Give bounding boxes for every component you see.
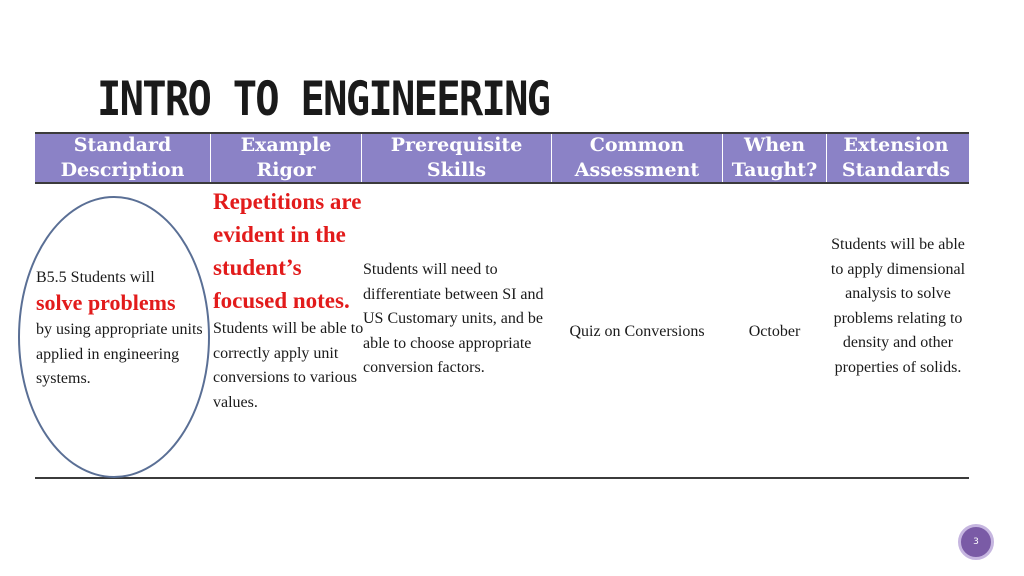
highlight-circle (18, 196, 210, 478)
header-prerequisite-skills: Prerequisite Skills (390, 134, 523, 181)
cell-extension-standards: Students will be able to apply dimensional analysis to solve problems relating to density and other properties of solids. (830, 236, 966, 376)
rigor-emphasis: Repetitions are evident in the student’s focused notes. (213, 189, 362, 313)
cell-standard-description: B5.5 Students will solve problems by using appropriate units applied in engineering systems. (36, 269, 203, 387)
cell-when-taught: October (748, 323, 801, 340)
cell-prerequisite-skills: Students will need to differentiate between SI and US Customary units, and be able to choose appropriate conversion factors. (363, 261, 544, 376)
header-extension-standards: Extension Standards (841, 134, 951, 181)
page-title: INTRO TO ENGINEERING (97, 72, 550, 127)
rigor-text: Students will be able to correctly apply unit conversions to various values. (213, 320, 364, 411)
header-common-assessment: Common Assessment (574, 134, 700, 181)
slide-number-badge[interactable]: 3 (958, 524, 994, 560)
cell-example-rigor (213, 185, 365, 415)
header-standard-description: Standard Description (60, 134, 185, 181)
table-header (35, 132, 969, 184)
header-example-rigor: Example Rigor (240, 134, 332, 181)
table-bottom-border (35, 477, 969, 479)
header-when-taught: When Taught? (731, 134, 818, 181)
cell-common-assessment: Quiz on Conversions (569, 323, 705, 340)
